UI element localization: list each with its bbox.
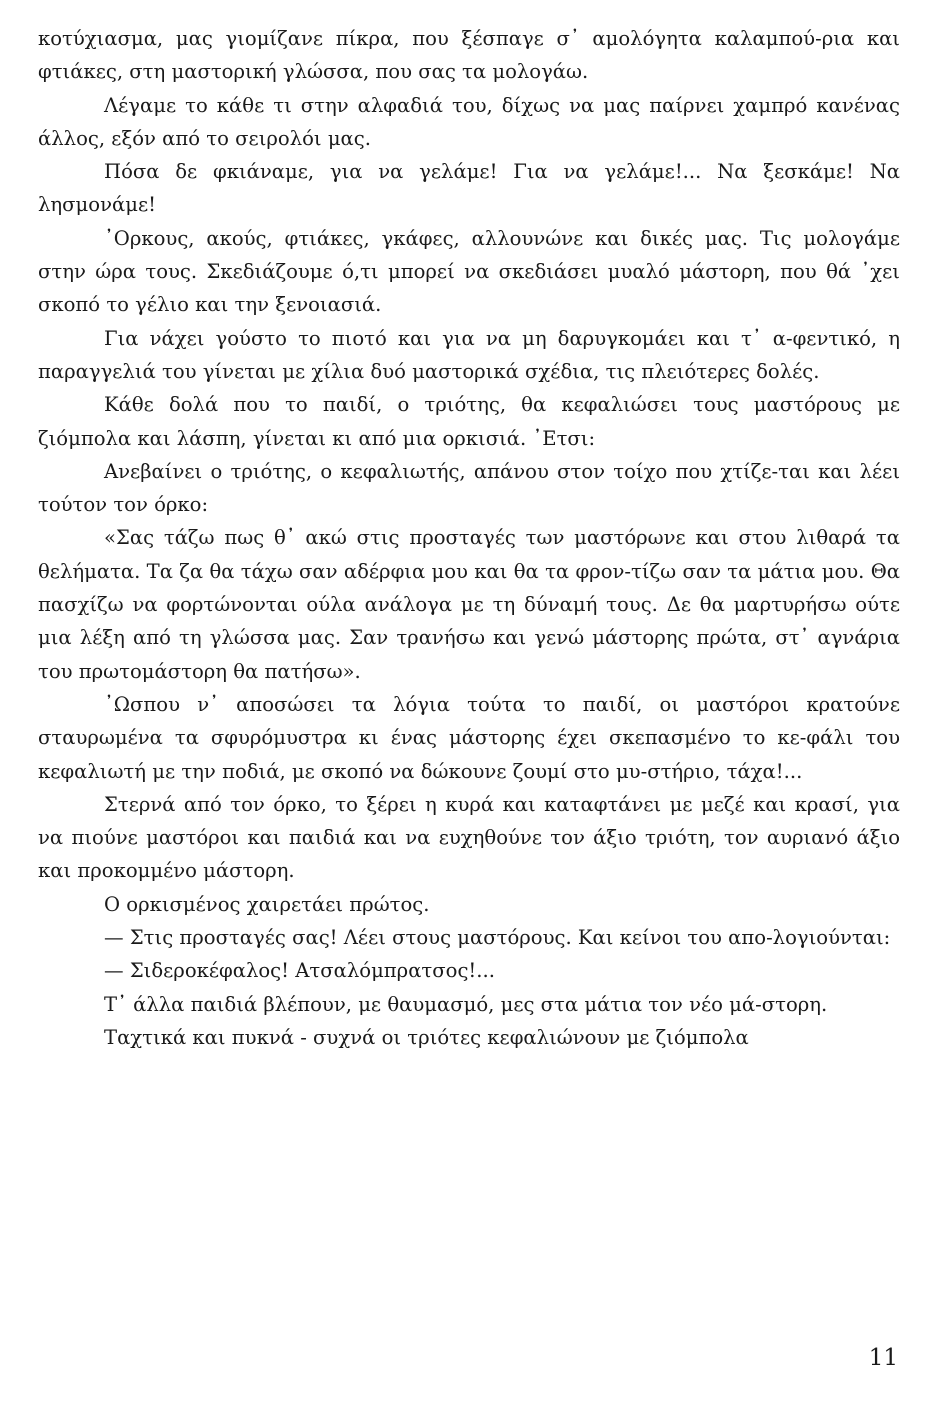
paragraph: Λέγαμε το κάθε τι στην αλφαδιά του, δίχως να μας παίρνει χαμπρό κανένας άλλος, εξόν από το σειρολόι μας. bbox=[38, 93, 900, 150]
paragraph: ᾿Ωσπου ν᾿ αποσώσει τα λόγια τούτα το παιδί, οι μαστόροι κρατούνε σταυρωμένα τα σφυρόμυστρα κι ένας μάστορης έχει σκεπασμένο το κε-φάλι του κεφαλιωτή με την ποδιά, με σκοπό να δώκουνε ζουμί στο μυ-στήριο, τάχα!... bbox=[38, 692, 900, 783]
paragraph: Στερνά από τον όρκο, το ξέρει η κυρά και καταφτάνει με μεζέ και κρασί, για να πιούνε μαστόροι και παιδιά και να ευχηθούνε τον άξιο τριότη, τον αυριανό άξιο και προκομμένο μάστορη. bbox=[38, 792, 900, 883]
paragraph: Τ᾿ άλλα παιδιά βλέπουν, με θαυμασμό, μες στα μάτια τον νέο μά-στορη. bbox=[104, 992, 828, 1016]
page-number: 11 bbox=[868, 1345, 898, 1371]
paragraph: Κάθε δολά που το παιδί, ο τριότης, θα κεφαλιώσει τους μαστόρους με ζιόμπολα και λάσπη, γίνεται κι από μια ορκισιά. ᾿Ετσι: bbox=[38, 393, 900, 450]
paragraph: ᾿Ορκους, ακούς, φτιάκες, γκάφες, αλλουνώνε και δικές μας. Τις μολογάμε στην ώρα τους. Σκεδιάζουμε ό,τι μπορεί να σκεδιάσει μυαλό μάστορη, που θά ᾿χει σκοπό το γέλιο και την ξενοιασιά. bbox=[38, 226, 900, 317]
dialogue-line: — Σιδεροκέφαλος! Ατσαλόμπρατσος!... bbox=[104, 959, 495, 983]
paragraph-continuation: κοτύχιασμα, μας γιομίζανε πίκρα, που ξέσπαγε σ᾿ αμολόγητα καλαμπού-ρια και φτιάκες, στη μαστορική γλώσσα, που σας τα μολογάω. bbox=[38, 27, 900, 84]
paragraph: Ταχτικά και πυκνά - συχνά οι τριότες κεφαλιώνουν με ζιόμπολα bbox=[104, 1025, 749, 1049]
dialogue-line: — Στις προσταγές σας! Λέει στους μαστόρους. Και κείνοι του απο-λογιούνται: bbox=[104, 926, 891, 950]
paragraph: Ανεβαίνει ο τριότης, ο κεφαλιωτής, απάνου στον τοίχο που χτίζε-ται και λέει τούτον τον όρκο: bbox=[38, 459, 900, 517]
page-body bbox=[38, 22, 900, 1388]
paragraph: Ο ορκισμένος χαιρετάει πρώτος. bbox=[104, 892, 430, 916]
oath-quote: «Σας τάζω πως θ᾿ ακώ στις προσταγές των μαστόρωνε και στου λιθαρά τα θελήματα. Τα ζα θα τάχω σαν αδέρφια μου και θα τα φρον-τίζω σαν τα μάτια μου. Θα πασχίζω να φορτώνονται ούλα ανάλογα με τη δύναμή τους. Δε θα μαρτυρήσω ούτε μια λέξη από τη γλώσσα μας. Σαν τρανήσω και γενώ μάστορης πρώτα, στ᾿ αγνάρια του πρωτομάστορη θα πατήσω». bbox=[38, 526, 900, 683]
paragraph: Για νάχει γούστο το πιοτό και για να μη δαρυγκομάει και τ᾿ α-φεντικό, η παραγγελιά του γίνεται με χίλια δυό μαστορικά σχέδια, τις πλειότερες δολές. bbox=[38, 326, 900, 383]
paragraph: Πόσα δε φκιάναμε, για να γελάμε! Για να γελάμε!... Να ξεσκάμε! Να λησμονάμε! bbox=[38, 160, 900, 217]
